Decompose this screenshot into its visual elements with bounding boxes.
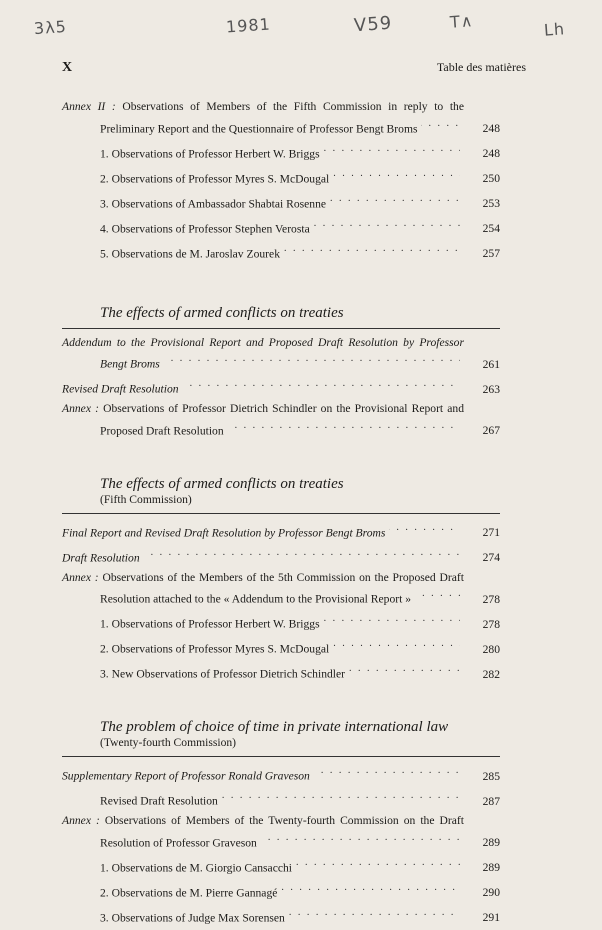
dot-leader — [333, 636, 460, 653]
handwritten-note: 3λ5 — [33, 16, 68, 39]
toc-entry-title: 1. Observations of Professor Herbert W. Briggs — [100, 617, 320, 631]
toc-page-number: 289 — [482, 861, 500, 874]
handwritten-note: Lh — [543, 19, 566, 40]
toc-page-number: 289 — [482, 836, 500, 849]
section-title: The effects of armed conflicts on treaties — [100, 475, 344, 492]
dot-leader — [228, 418, 460, 435]
toc-section — [62, 718, 500, 927]
toc-entry-text — [100, 216, 500, 238]
dot-leader — [261, 830, 460, 847]
toc-entry-title: Supplementary Report of Professor Ronald Graveson — [62, 769, 310, 783]
dot-leader — [324, 141, 460, 158]
toc-page-number: 274 — [482, 551, 500, 564]
section-title: The problem of choice of time in private international law — [100, 719, 449, 735]
toc-entry-text — [100, 905, 500, 927]
dot-leader — [421, 116, 460, 133]
toc-entry-text — [100, 788, 500, 810]
toc-page-number: 278 — [482, 617, 500, 631]
toc-entry-title: 2. Observations de M. Pierre Gannagé — [100, 886, 278, 899]
toc-entry-title: 3. Observations of Judge Max Sorensen — [100, 911, 285, 924]
toc-page-number: 261 — [482, 357, 500, 371]
toc-entry[interactable] — [62, 855, 500, 877]
toc-entry[interactable] — [62, 141, 500, 163]
toc-entry-lead: Annex : — [62, 570, 99, 584]
toc-entry-title: Final Report and Revised Draft Resolution by Professor Bengt Broms — [62, 526, 386, 539]
toc-entry-lead: Annex II : — [62, 100, 116, 113]
dot-leader — [314, 216, 460, 233]
toc-entry-text — [100, 636, 500, 658]
dot-leader — [330, 191, 460, 208]
toc-entry[interactable] — [62, 611, 500, 633]
toc-section — [62, 475, 500, 684]
toc-entry[interactable] — [62, 241, 500, 263]
section-gap — [62, 686, 500, 718]
toc-entry-text — [62, 813, 500, 852]
toc-entry[interactable] — [62, 335, 500, 374]
toc-page-number: 290 — [482, 886, 500, 899]
toc-section — [62, 99, 500, 263]
toc-entry[interactable] — [62, 813, 500, 852]
page-header — [62, 60, 526, 80]
toc-entry-title: Observations of Professor Dietrich Schindler on the Provisional Report and Proposed Draft Resolution — [98, 402, 464, 437]
toc-entry-title: 2. Observations of Professor Myres S. McDougal — [100, 642, 330, 656]
toc-entry-text — [62, 401, 500, 440]
toc-entry[interactable] — [62, 166, 500, 188]
toc-entry-text — [100, 855, 500, 877]
toc-entry-text — [100, 141, 500, 163]
handwritten-note: V59 — [353, 12, 393, 37]
toc-entry-title: Observations of Members of the Fifth Commission in reply to the Preliminary Report and the Questionnaire of Professor Bengt Broms — [100, 100, 464, 135]
section-subtitle: (Fifth Commission) — [100, 492, 192, 506]
toc-entry-text — [100, 191, 500, 213]
toc-entry[interactable] — [62, 99, 500, 138]
toc-entry-text — [62, 545, 500, 567]
toc-entry-text — [100, 241, 500, 263]
toc-entry-title: 1. Observations of Professor Herbert W. Briggs — [100, 147, 320, 160]
toc-page-number: 254 — [482, 222, 500, 235]
table-of-contents — [62, 99, 500, 930]
toc-page-number: 253 — [482, 197, 500, 210]
toc-entry-text — [62, 376, 500, 398]
toc-page-number: 248 — [482, 122, 500, 135]
handwritten-note: T∧ — [449, 11, 475, 32]
toc-page-number: 267 — [482, 424, 500, 437]
toc-page-number: 280 — [482, 642, 500, 656]
section-rule — [62, 328, 500, 329]
toc-entry-title: Observations of Members of the Twenty-fourth Commission on the Draft Resolution of Professor Graveson — [99, 814, 464, 849]
dot-leader — [324, 611, 460, 628]
toc-entry-title: 3. New Observations of Professor Dietrich Schindler — [100, 667, 346, 681]
toc-entry-title: Revised Draft Resolution — [100, 794, 218, 808]
toc-entry[interactable] — [62, 788, 500, 810]
toc-entry-title: 5. Observations de M. Jaroslav Zourek — [100, 247, 280, 260]
toc-entry[interactable] — [62, 216, 500, 238]
toc-entry-text — [100, 880, 500, 902]
toc-entry[interactable] — [62, 520, 500, 542]
dot-leader — [289, 905, 460, 922]
running-title: Table des matières — [436, 60, 526, 74]
toc-page-number: 287 — [482, 794, 500, 808]
dot-leader — [284, 241, 460, 258]
toc-page-number: 291 — [482, 911, 500, 924]
section-rule — [62, 756, 500, 757]
toc-entry-lead: Annex : — [62, 402, 99, 415]
toc-entry[interactable] — [62, 636, 500, 658]
toc-entry[interactable] — [62, 191, 500, 213]
handwritten-annotations — [30, 12, 590, 46]
toc-section — [62, 304, 500, 440]
toc-entry-title: Revised Draft Resolution — [62, 382, 179, 396]
dot-leader — [144, 545, 460, 562]
toc-page-number: 257 — [482, 247, 500, 260]
dot-leader — [222, 788, 460, 805]
toc-entry-title: Observations of the Members of the 5th Commission on the Proposed Draft Resolution attached to the « Addendum to the Provisional Report » — [98, 570, 464, 606]
toc-page-number: 263 — [482, 382, 500, 396]
toc-entry-text — [100, 661, 500, 683]
toc-entry-text — [100, 611, 500, 633]
toc-entry[interactable] — [62, 376, 500, 398]
toc-page-number: 250 — [482, 172, 500, 185]
section-gap — [62, 443, 500, 475]
toc-entry-title: Addendum to the Provisional Report and Proposed Draft Resolution by Professor Bengt Broms — [62, 335, 464, 371]
toc-entry[interactable] — [62, 661, 500, 683]
toc-entry[interactable] — [62, 905, 500, 927]
toc-entry-title: 1. Observations de M. Giorgio Cansacchi — [100, 861, 293, 874]
page-number: X — [62, 60, 73, 75]
dot-leader — [183, 376, 460, 393]
toc-entry-title: 3. Observations of Ambassador Shabtai Rosenne — [100, 197, 327, 210]
toc-entry-lead: Annex : — [62, 814, 100, 827]
dot-leader — [415, 586, 460, 603]
section-gap — [62, 266, 500, 304]
toc-page-number: 278 — [482, 592, 500, 606]
toc-entry-title: 2. Observations of Professor Myres S. McDougal — [100, 172, 330, 185]
toc-entry[interactable] — [62, 570, 500, 609]
toc-entry[interactable] — [62, 401, 500, 440]
dot-leader — [349, 661, 460, 678]
dot-leader — [333, 166, 460, 183]
dot-leader — [281, 880, 460, 897]
dot-leader — [389, 520, 460, 537]
toc-entry-text — [62, 520, 500, 542]
toc-entry[interactable] — [62, 880, 500, 902]
section-subtitle: (Twenty-fourth Commission) — [100, 736, 237, 749]
toc-page-number: 285 — [482, 769, 500, 783]
toc-entry[interactable] — [62, 763, 500, 785]
handwritten-note: 1981 — [225, 14, 272, 37]
toc-entry-title: Draft Resolution — [62, 551, 140, 564]
toc-page-number: 248 — [482, 147, 500, 160]
section-title: The effects of armed conflicts on treaties — [100, 304, 344, 321]
toc-entry[interactable] — [62, 545, 500, 567]
dot-leader — [314, 763, 460, 780]
toc-page-number: 271 — [482, 526, 500, 539]
toc-entry-text — [62, 570, 500, 609]
toc-entry-text — [100, 166, 500, 188]
toc-entry-title: 4. Observations of Professor Stephen Verosta — [100, 222, 310, 235]
toc-entry-text — [62, 99, 500, 138]
dot-leader — [296, 855, 460, 872]
dot-leader — [164, 351, 460, 368]
toc-entry-text — [62, 335, 500, 374]
section-rule — [62, 513, 500, 514]
toc-entry-text — [62, 763, 500, 785]
toc-page-number: 282 — [482, 667, 500, 681]
